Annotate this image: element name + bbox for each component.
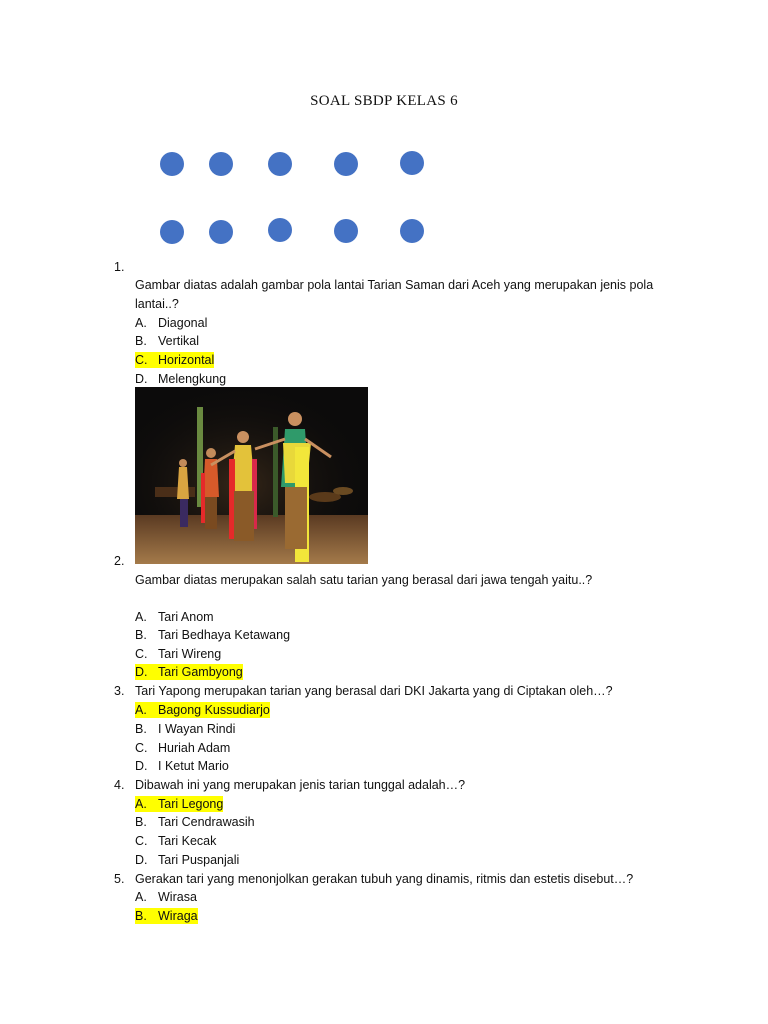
- option-letter: B.: [135, 815, 147, 829]
- answer-option: [135, 833, 216, 849]
- option-text: Vertikal: [158, 334, 199, 348]
- pattern-dot: [334, 219, 358, 243]
- option-letter: A.: [135, 703, 147, 717]
- option-letter: C.: [135, 834, 148, 848]
- option-text: Huriah Adam: [158, 741, 231, 755]
- question-number: 2.: [114, 554, 125, 568]
- option-text: Tari Kecak: [158, 834, 217, 848]
- answer-option-highlighted: [135, 664, 243, 680]
- question-number: 1.: [114, 260, 125, 274]
- question-text: Tari Yapong merupakan tarian yang berasal dari DKI Jakarta yang di Ciptakan oleh…?: [135, 684, 613, 698]
- answer-option: [135, 609, 214, 625]
- question-text: Gambar diatas adalah gambar pola lantai Tarian Saman dari Aceh yang merupakan jenis pola: [135, 278, 654, 292]
- answer-option: [135, 889, 197, 905]
- option-letter: C.: [135, 741, 148, 755]
- pattern-dot: [334, 152, 358, 176]
- option-text: I Wayan Rindi: [158, 722, 236, 736]
- pattern-dot: [209, 220, 233, 244]
- option-text: Tari Gambyong: [158, 665, 243, 679]
- answer-option: [135, 740, 230, 756]
- option-letter: B.: [135, 334, 147, 348]
- pattern-dot: [268, 152, 292, 176]
- option-letter: A.: [135, 890, 147, 904]
- option-text: Wirasa: [158, 890, 197, 904]
- option-text: Tari Bedhaya Ketawang: [158, 628, 291, 642]
- pattern-dot: [400, 219, 424, 243]
- answer-option-highlighted: [135, 352, 214, 368]
- option-letter: A.: [135, 316, 147, 330]
- answer-option-highlighted: [135, 908, 198, 924]
- option-letter: B.: [135, 628, 147, 642]
- answer-option: [135, 371, 226, 387]
- answer-option: [135, 758, 229, 774]
- option-letter: C.: [135, 647, 148, 661]
- option-text: Tari Legong: [158, 797, 224, 811]
- answer-option: [135, 852, 239, 868]
- option-letter: A.: [135, 610, 147, 624]
- option-text: Tari Cendrawasih: [158, 815, 255, 829]
- answer-option: [135, 721, 235, 737]
- pattern-dot: [400, 151, 424, 175]
- pattern-dot: [268, 218, 292, 242]
- option-letter: D.: [135, 665, 148, 679]
- option-text: Melengkung: [158, 372, 227, 386]
- option-letter: D.: [135, 853, 148, 867]
- question-text: Gambar diatas merupakan salah satu tarian yang berasal dari jawa tengah yaitu..?: [135, 573, 593, 587]
- option-text: Horizontal: [158, 353, 215, 367]
- option-letter: C.: [135, 353, 148, 367]
- question-number: 4.: [114, 778, 125, 792]
- option-text: Diagonal: [158, 316, 208, 330]
- question-text: Dibawah ini yang merupakan jenis tarian tunggal adalah…?: [135, 778, 466, 792]
- option-letter: B.: [135, 722, 147, 736]
- pattern-dot: [160, 152, 184, 176]
- answer-option-highlighted: [135, 702, 270, 718]
- option-text: Tari Anom: [158, 610, 214, 624]
- answer-option: [135, 814, 255, 830]
- option-text: Wiraga: [158, 909, 198, 923]
- answer-option-highlighted: [135, 796, 223, 812]
- page-title: SOAL SBDP KELAS 6: [310, 93, 458, 109]
- question-text: lantai..?: [135, 297, 179, 311]
- answer-option: [135, 627, 290, 643]
- answer-option: [135, 333, 199, 349]
- pattern-dot: [209, 152, 233, 176]
- question-text: Gerakan tari yang menonjolkan gerakan tubuh yang dinamis, ritmis dan estetis disebut…?: [135, 872, 634, 886]
- option-text: Tari Puspanjali: [158, 853, 240, 867]
- option-letter: D.: [135, 372, 148, 386]
- question-number: 5.: [114, 872, 125, 886]
- option-text: Tari Wireng: [158, 647, 222, 661]
- answer-option: [135, 646, 221, 662]
- answer-option: [135, 315, 207, 331]
- pattern-dot: [160, 220, 184, 244]
- option-letter: A.: [135, 797, 147, 811]
- option-letter: B.: [135, 909, 147, 923]
- option-text: I Ketut Mario: [158, 759, 229, 773]
- option-text: Bagong Kussudiarjo: [158, 703, 270, 717]
- question-number: 3.: [114, 684, 125, 698]
- option-letter: D.: [135, 759, 148, 773]
- dance-photo: [135, 387, 368, 564]
